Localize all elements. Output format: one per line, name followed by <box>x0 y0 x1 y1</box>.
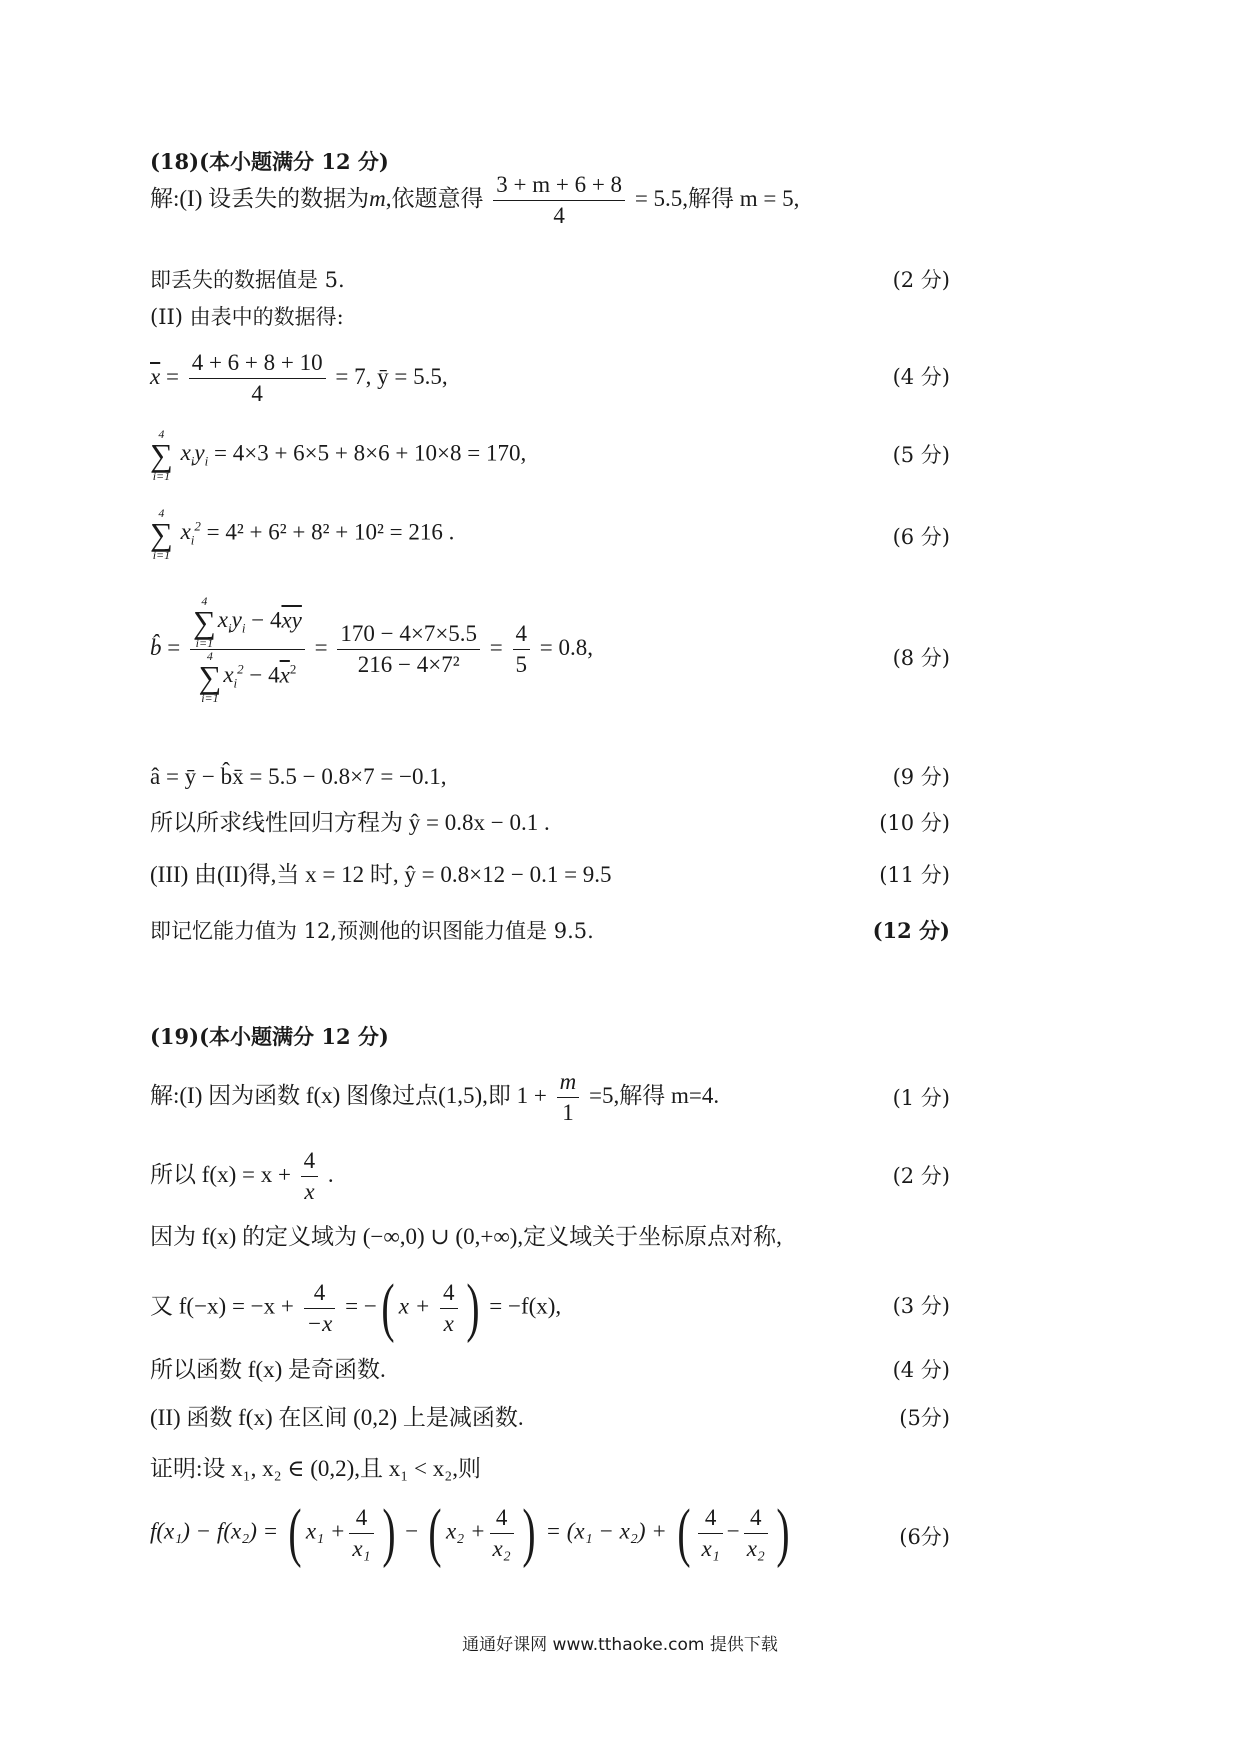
q18-score-4: (4 分) <box>892 365 950 389</box>
q19-heading: (19)(本小题满分 12 分) <box>150 1024 389 1049</box>
q18-score-12: (12 分) <box>872 918 950 943</box>
b-fraction-2: $\frac{170 - 4\times 7\times 5.5}{\text{216 − 4×7²}}$ <box>337 619 480 680</box>
q18-sum-xy: 4 ∑ i=1 $x_iy_i = 4\times 3 + 6\times 5 + 8\times 6 + 10\times 8 = 170$, <box>150 427 527 483</box>
q18-score-8: (8 分) <box>892 646 950 670</box>
q18-part3: (III) 由(II)得,当 x = 12 时, ŷ = 0.8×12 − 0.1 = 9.5 <box>150 862 612 887</box>
q19-score-5: (5分) <box>899 1406 950 1430</box>
b-fraction-1: 4 ∑ i=1 $x_iy_i - 4\overline{xy}$ 4 ∑ i=1 $x_i^2 - 4\overline{x}^2$ <box>190 595 305 704</box>
q18-fraction: $\frac{3 + m + 6 + 8}{4}$ <box>493 170 625 231</box>
q18-heading: (18)(本小题满分 12 分) <box>150 149 389 174</box>
q19-score-2: (2 分) <box>892 1164 950 1188</box>
q19-score-6: (6分) <box>899 1525 950 1549</box>
q19-line3: 因为 f(x) 的定义域为 (−∞,0) ∪ (0,+∞),定义域关于坐标原点对称, <box>150 1224 782 1249</box>
q18-score-9: (9 分) <box>892 765 950 789</box>
q19-line4: 又 f(−x) = −x + $\frac{4}{-x}$ = −( x + $\frac{4}{x}$ ) = −f(x), <box>150 1271 562 1344</box>
q19-line1: 解:(I) 因为函数 f(x) 图像过点(1,5),即 1 + $\frac{m}{1}$ =5,解得 m=4. <box>150 1067 990 1128</box>
q19-score-1: (1 分) <box>892 1086 950 1110</box>
q19-line8: f(x₁) − f(x₂) = ( x₁ + $\frac{4}{\text{x₁}}$ ) − ( x₂ + $\frac{4}{\text{x₂}}$ ) = (x₁ − x₂) + ( $\frac{4}{\text{x₁}}$ − $\frac{4}{\text{x₂}}$ ) <box>150 1496 790 1569</box>
q18-line3: (II) 由表中的数据得: <box>150 305 344 329</box>
q18-score-6: (6 分) <box>892 525 950 549</box>
q19-score-3: (3 分) <box>892 1294 950 1318</box>
b-fraction-3: $\frac{4}{5}$ <box>513 619 531 680</box>
q18-l1-mid: ,依题意得 <box>385 185 484 211</box>
q18-score-11: (11 分) <box>879 863 950 887</box>
q19-fraction-m: $\frac{m}{1}$ <box>557 1067 580 1128</box>
q19-line5: 所以函数 f(x) 是奇函数. <box>150 1357 386 1382</box>
q19-line2: 所以 f(x) = x + $\frac{4}{x}$ . <box>150 1148 334 1204</box>
var-m: m <box>369 185 386 211</box>
q18-conclusion: 即记忆能力值为 12,预测他的识图能力值是 9.5. <box>150 919 594 943</box>
q18-l1-prefix: 解:(I) 设丢失的数据为 <box>150 185 370 211</box>
q19-score-4: (4 分) <box>892 1358 950 1382</box>
q18-score-2: (2 分) <box>892 268 950 292</box>
q18-regression: 所以所求线性回归方程为 ŷ = 0.8x − 0.1 . <box>150 810 550 835</box>
sum-symbol: 4 ∑ i=1 <box>150 506 173 562</box>
q18-line1: 解:(I) 设丢失的数据为m,依题意得 $\frac{3 + m + 6 + 8}{4}$ = 5.5,解得 m = 5, <box>150 170 990 231</box>
q19-line6: (II) 函数 f(x) 在区间 (0,2) 上是减函数. <box>150 1405 524 1430</box>
q18-line2: 即丢失的数据值是 5. <box>150 268 345 292</box>
sum-symbol: 4 ∑ i=1 <box>150 427 173 483</box>
q18-score-10: (10 分) <box>879 811 950 835</box>
q19-line7: 证明:设 x₁, x₂ ∈ (0,2),且 x₁ < x₂,则 <box>150 1456 482 1481</box>
q18-sum-x2: 4 ∑ i=1 $x_i^2 = 4^2 + 6^2 + 8^2 + 10^2 = 216$ . <box>150 506 455 562</box>
q18-score-5: (5 分) <box>892 443 950 467</box>
q18-a-hat: â = ȳ − b̂x̄ = 5.5 − 0.8×7 = −0.1, <box>150 764 447 789</box>
q18-b-hat: b̂ = 4 ∑ i=1 $x_iy_i - 4\overline{xy}$ 4 ∑ i=1 $x_i^2 - 4\overline{x}^2$ = $\frac{170 - 4\times 7\times 5.5}{\text{216 − 4×7²}}$ = $\frac{4}{5}$ = 0.8, <box>150 594 594 705</box>
q18-xbar: $\overline{x}$ = $\frac{4 + 6 + 8 + 10}{4}$ = 7, ȳ = 5.5, <box>150 348 990 409</box>
xbar-fraction: $\frac{4 + 6 + 8 + 10}{4}$ <box>189 348 326 409</box>
footer-watermark: 通通好课网 www.tthaoke.com 提供下载 <box>462 1635 778 1655</box>
